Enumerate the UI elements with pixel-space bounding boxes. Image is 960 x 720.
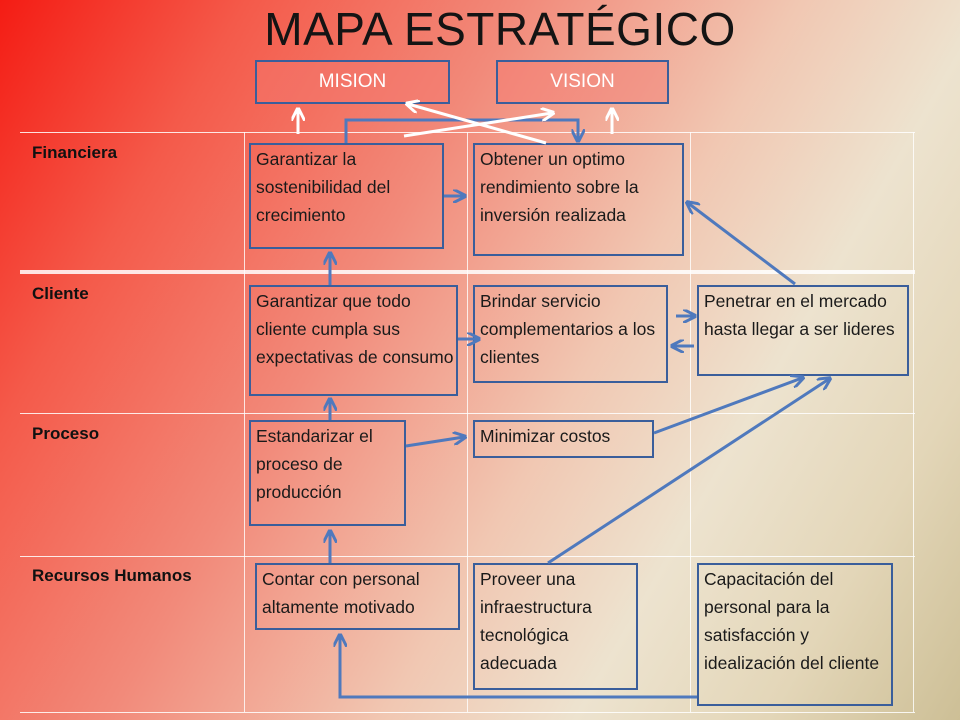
grid-col-line-2 [467,132,468,712]
mision-box: MISION [255,60,450,104]
objective-minimizar-costos: Minimizar costos [473,420,654,458]
row-label-recursos-humanos: Recursos Humanos [32,566,192,585]
objective-rendimiento: Obtener un optimo rendimiento sobre la inversión realizada [473,143,684,256]
arrow-infraestructura-to-penetrar [548,379,829,563]
objective-infraestructura: Proveer una infraestructura tecnológica adecuada [473,563,638,690]
page-title: MAPA ESTRATÉGICO [264,3,736,55]
objective-personal-motivado: Contar con personal altamente motivado [255,563,460,630]
objective-sostenibilidad: Garantizar la sostenibilidad del crecimiento [249,143,444,249]
objective-servicio-complementario: Brindar servicio complementarios a los clientes [473,285,668,383]
grid-col-line-4 [913,132,914,712]
arrow-minimizar-to-penetrar [654,378,802,433]
grid-line-bottom [20,712,915,713]
arrow-estandarizar-to-minimizar [406,437,464,446]
objective-estandarizar-proceso: Estandarizar el proceso de producción [249,420,406,526]
grid-col-line-1 [244,132,245,712]
row-label-financiera: Financiera [32,143,118,162]
row-label-proceso: Proceso [32,424,100,443]
objective-penetrar-mercado: Penetrar en el mercado hasta llegar a ser lideres [697,285,909,376]
row-label-cliente: Cliente [32,284,89,303]
objective-expectativas-cliente: Garantizar que todo cliente cumpla sus expectativas de consumo [249,285,458,396]
vision-box: VISION [496,60,669,104]
objective-capacitacion: Capacitación del personal para la satisfacción y idealización del cliente [697,563,893,706]
grid-col-line-3 [690,132,691,712]
white-arrow-rendimiento-to-mision [408,104,546,143]
